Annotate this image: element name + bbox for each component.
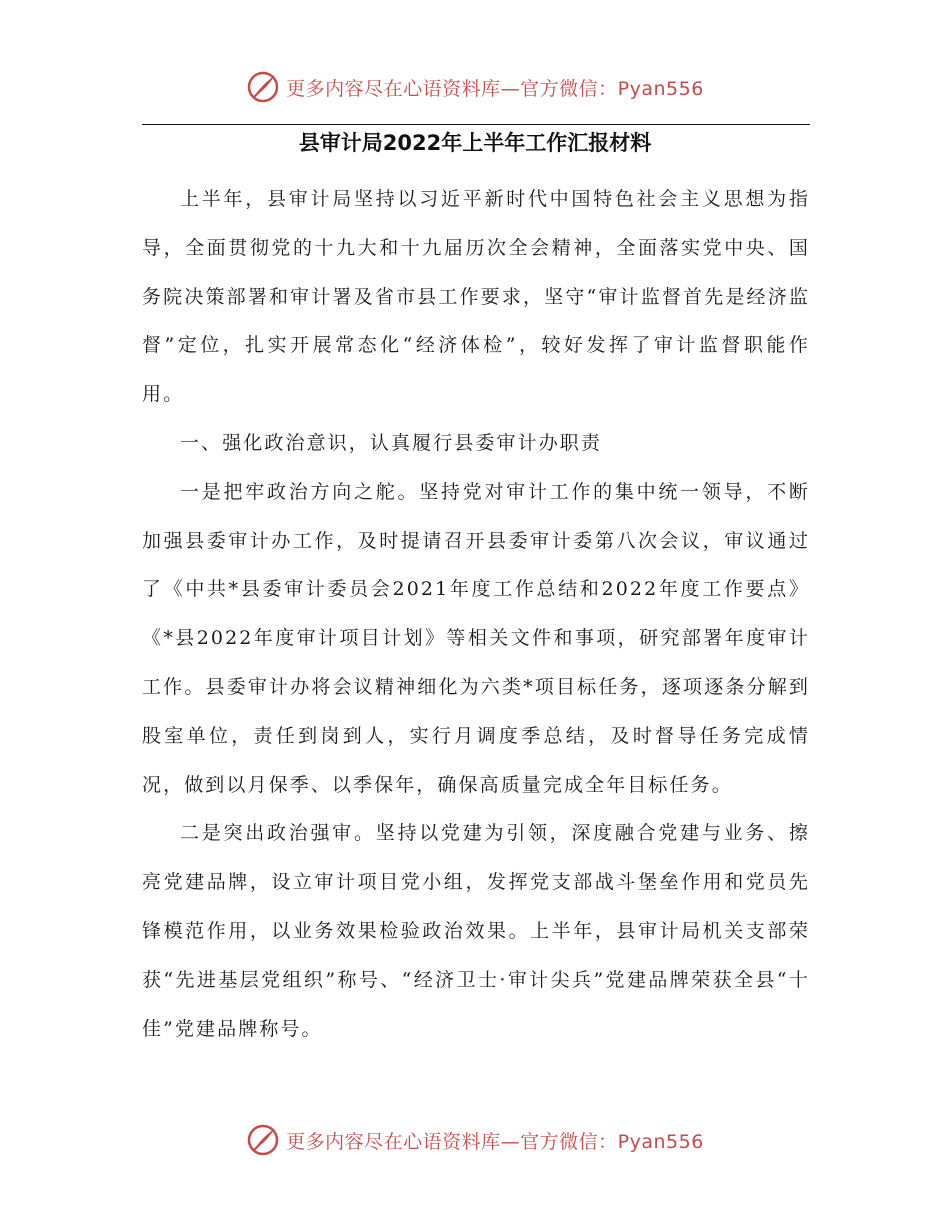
header-rule xyxy=(142,124,810,125)
quill-logo-icon xyxy=(246,70,280,104)
body-paragraph-1: 一是把牢政治方向之舵。坚持党对审计工作的集中统一领导，不断加强县委审计办工作，及时提请召开县委审计委第八次会议，审议通过了《中共*县委审计委员会2021年度工作总结和2022年度工作要点》《*县2022年度审计项目计划》等相关文件和事项，研究部署年度审计工作。县委审计办将会议精神细化为六类*项目标任务，逐项逐条分解到股室单位，责任到岗到人，实行月调度季总结，及时督导任务完成情况，做到以月保季、以季保年，确保高质量完成全年目标任务。 xyxy=(142,480,810,796)
footer-watermark-text: 更多内容尽在心语资料库—官方微信：Pyan556 xyxy=(286,1130,704,1153)
quill-logo-icon xyxy=(246,1123,280,1157)
footer-watermark-banner xyxy=(0,1115,950,1165)
section-heading-1: 一、强化政治意识，认真履行县委审计办职责 xyxy=(180,431,603,454)
intro-paragraph: 上半年，县审计局坚持以习近平新时代中国特色社会主义思想为指导，全面贯彻党的十九大和十九届历次全会精神，全面落实党中央、国务院决策部署和审计署及省市县工作要求，坚守“审计监督首先是经济监督”定位，扎实开展常态化“经济体检”，较好发挥了审计监督职能作用。 xyxy=(142,188,810,406)
document-title: 县审计局2022年上半年工作汇报材料 xyxy=(298,131,652,155)
header-watermark-banner xyxy=(0,62,950,112)
document-body xyxy=(142,175,810,1053)
body-paragraph-2: 二是突出政治强审。坚持以党建为引领，深度融合党建与业务、擦亮党建品牌，设立审计项目党小组，发挥党支部战斗堡垒作用和党员先锋模范作用，以业务效果检验政治效果。上半年，县审计局机关支部荣获“先进基层党组织”称号、“经济卫士·审计尖兵”党建品牌荣获全县“十佳”党建品牌称号。 xyxy=(142,822,810,1040)
header-watermark-text: 更多内容尽在心语资料库—官方微信：Pyan556 xyxy=(286,77,704,100)
